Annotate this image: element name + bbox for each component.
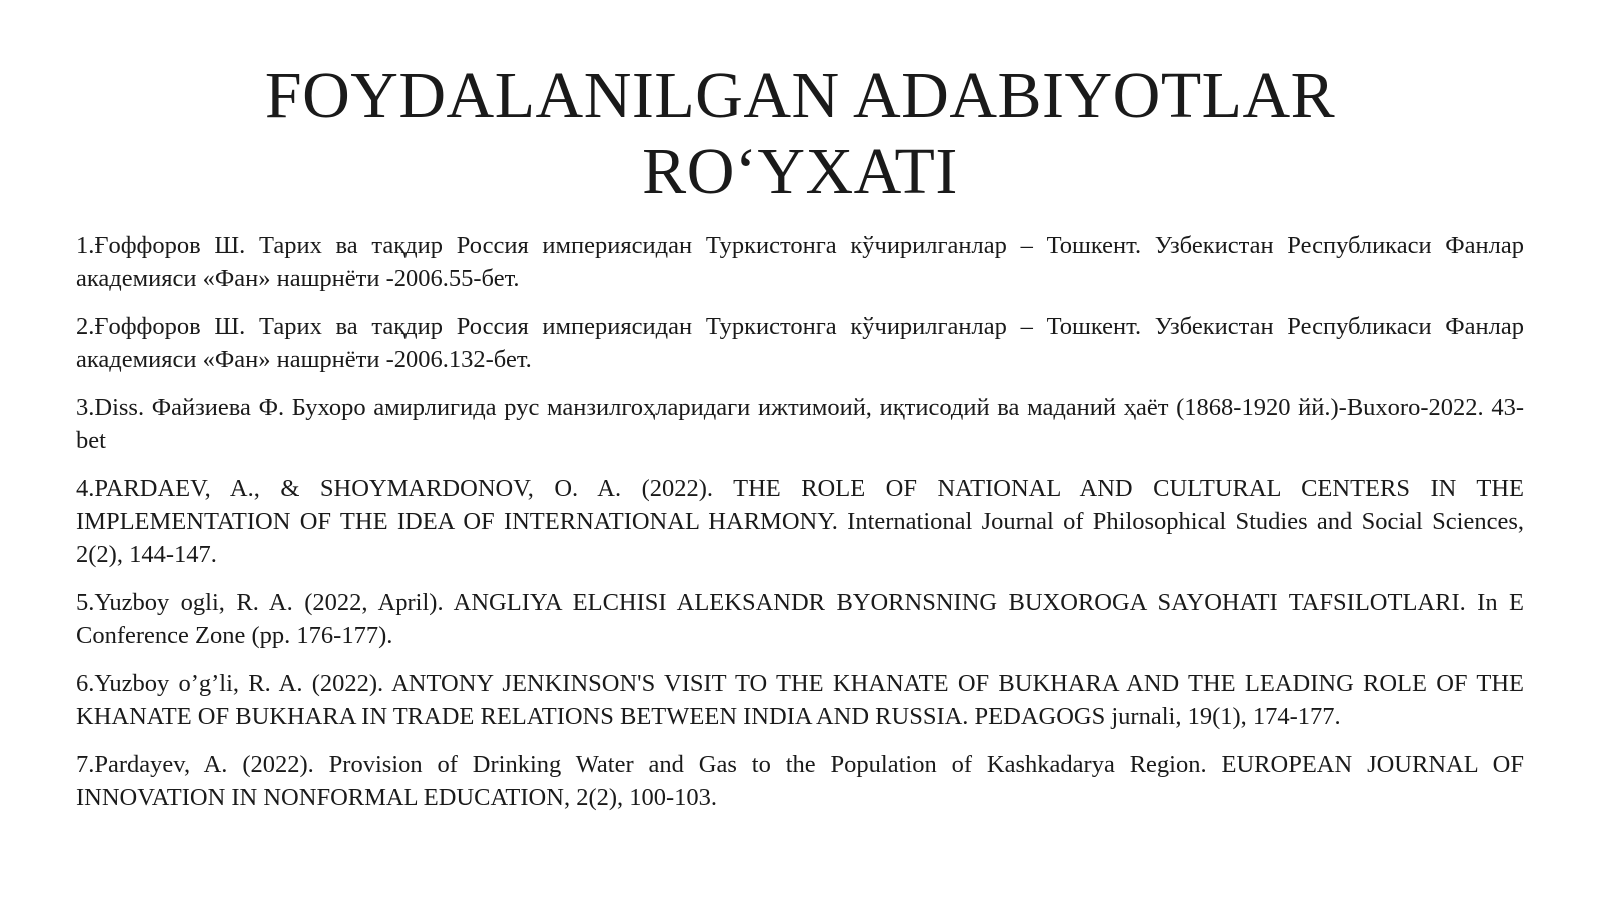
title-line-1: FOYDALANILGAN ADABIYOTLAR — [264, 59, 1336, 132]
reference-list — [76, 229, 1524, 829]
reference-item-6: 6.Yuzboy o’g’li, R. A. (2022). ANTONY JENKINSON'S VISIT TO THE KHANATE OF BUKHARA AND THE LEADING ROLE OF THE KHANATE OF BUKHARA IN TRADE RELATIONS BETWEEN INDIA AND RUSSIA. PEDAGOGS jurnali, 19(1), 174-177. — [76, 670, 1524, 730]
reference-item-5: 5.Yuzboy ogli, R. A. (2022, April). ANGLIYA ELCHISI ALEKSANDR BYORNSNING BUXOROGA SAYOHATI TAFSILOTLARI. In E Conference Zone (pp. 176-177). — [76, 589, 1524, 649]
slide-title — [76, 58, 1524, 210]
reference-item-3: 3.Diss. Файзиева Ф. Бухоро амирлигида рус манзилгоҳларидаги ижтимоий, иқтисодий ва маданий ҳаёт (1868-1920 йй.)-Buxoro-2022. 43-bet — [76, 394, 1524, 454]
reference-item-7: 7.Pardayev, A. (2022). Provision of Drinking Water and Gas to the Population of Kashkadarya Region. EUROPEAN JOURNAL OF INNOVATION IN NONFORMAL EDUCATION, 2(2), 100-103. — [76, 751, 1524, 811]
title-line-2: RO‘YXATI — [642, 135, 958, 208]
reference-item-4: 4.PARDAEV, A., & SHOYMARDONOV, O. A. (2022). THE ROLE OF NATIONAL AND CULTURAL CENTERS IN THE IMPLEMENTATION OF THE IDEA OF INTERNATIONAL HARMONY. International Journal of Philosophical Studies and Social Sciences, 2(2), 144-147. — [76, 475, 1524, 568]
reference-item-1: 1.Ғоффоров Ш. Тарих ва тақдир Россия империясидан Туркистонга кўчирилганлар – Тошкент. Узбекистан Республикаси Фанлар академияси «Фан» нашрнёти -2006.55-бет. — [76, 232, 1524, 292]
reference-item-2: 2.Ғоффоров Ш. Тарих ва тақдир Россия империясидан Туркистонга кўчирилганлар – Тошкент. Узбекистан Республикаси Фанлар академияси «Фан» нашрнёти -2006.132-бет. — [76, 313, 1524, 373]
